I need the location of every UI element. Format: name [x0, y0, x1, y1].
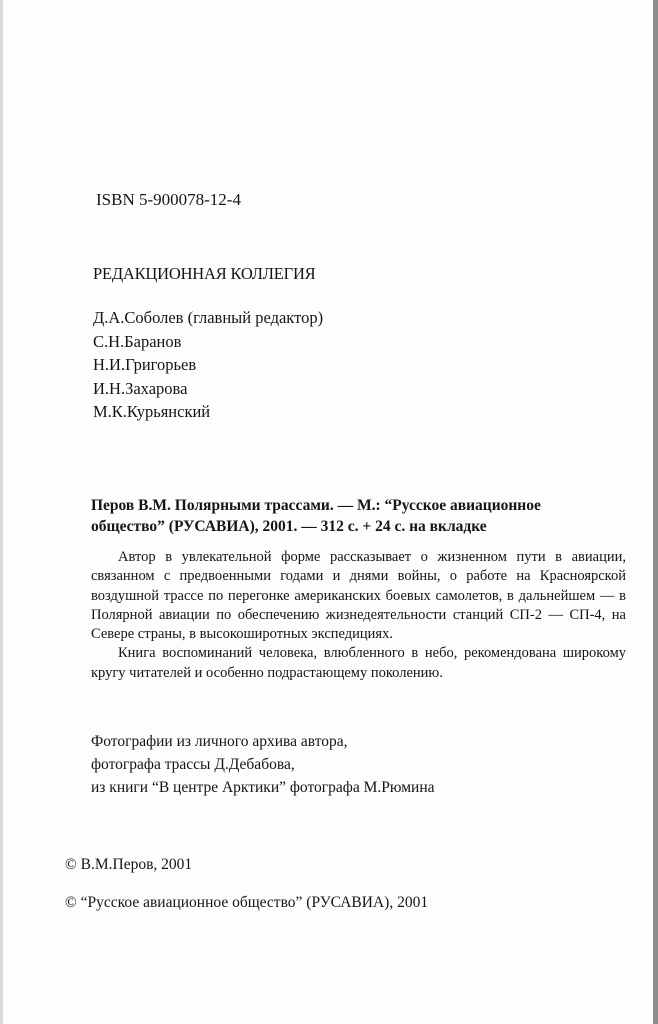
isbn: ISBN 5-900078-12-4	[96, 190, 241, 209]
board-member: Н.И.Григорьев	[93, 355, 197, 374]
board-member: Д.А.Соболев (главный редактор)	[93, 308, 324, 327]
photo-credit-line: из книги “В центре Арктики” фотографа М.Рюмина	[91, 779, 435, 796]
editorial-board-list	[93, 306, 323, 424]
photo-credit-line: Фотографии из личного архива автора,	[91, 733, 348, 750]
photo-credit-line: фотографа трассы Д.Дебабова,	[91, 756, 295, 773]
bibliographic-line: Перов В.М. Полярными трассами. — М.: “Русское авиационное	[91, 497, 541, 514]
page-right-edge	[653, 0, 658, 1024]
copyright-publisher: © “Русское авиационное общество” (РУСАВИА), 2001	[65, 894, 429, 911]
annotation	[91, 548, 626, 683]
copyright-author: © В.М.Перов, 2001	[65, 856, 193, 873]
board-member: И.Н.Захарова	[93, 378, 188, 398]
editorial-board-heading: РЕДАКЦИОННАЯ КОЛЛЕГИЯ	[93, 264, 316, 283]
board-member: М.К.Курьянский	[93, 402, 211, 421]
bibliographic-record	[91, 495, 626, 537]
bibliographic-line: общество” (РУСАВИА), 2001. — 312 с. + 24 с. на вкладке	[91, 518, 487, 535]
board-member: С.Н.Баранов	[93, 331, 182, 351]
photo-credits	[91, 730, 435, 799]
annotation-paragraph: Книга воспоминаний человека, влюбленного в небо, рекомендована широкому кругу читателей и особенно подрастающему поколению.	[91, 645, 626, 681]
page-left-edge	[0, 0, 3, 1024]
annotation-paragraph: Автор в увлекательной форме рассказывает о жизненном пути в авиации, связанном с предвоенными годами и днями войны, о работе на Красноярской воздушной трассе по перегонке американских боевых самолетов, в дальнейшем — в Полярной авиации по обеспечению жизнедеятельности станций СП-2 — СП-4, на Севере страны, в высокоширотных экспедициях.	[91, 549, 626, 643]
